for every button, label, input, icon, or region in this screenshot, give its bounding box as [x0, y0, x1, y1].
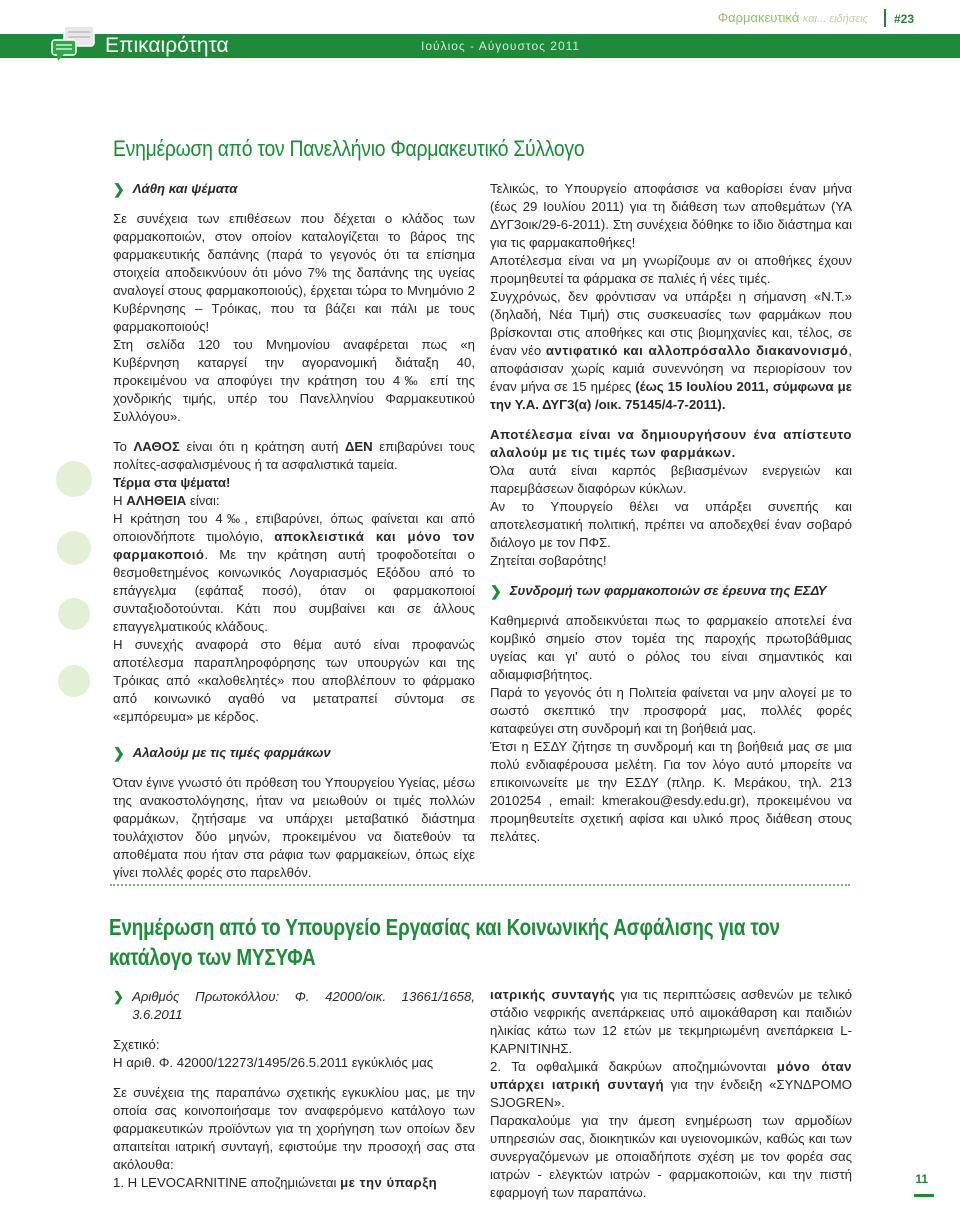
chevron-right-icon: ❯ [490, 583, 502, 599]
paragraph: Η ΑΛΗΘΕΙΑ είναι: [113, 493, 220, 508]
decorative-circle [57, 531, 91, 565]
footer-page-number: 11 [915, 1172, 928, 1186]
section-heading: ❯ Συνδρομή των φαρμακοποιών σε έρευνα της ΕΣΔΥ [490, 583, 827, 599]
article-title: Ενημέρωση από τον Πανελλήνιο Φαρμακευτικό Σύλλογο [113, 136, 585, 161]
paragraph: Αν το Υπουργείο θέλει να υπάρξει συνεπής και αποτελεσματική πολιτική, πρέπει να αποδεχθεί έναν σοβαρό διάλογο με τον ΠΦΣ. [490, 499, 852, 550]
paragraph: Τέρμα στα ψέματα! [113, 475, 231, 490]
chevron-right-icon: ❯ [113, 989, 125, 1004]
paragraph: Ζητείται σοβαρότης! [490, 553, 607, 568]
paragraph: Καθημερινά αποδεικνύεται πως το φαρμακείο αποτελεί ένα κομβικό σημείο στον τομέα της παροχής πρωτοβάθμιας υγείας και γι' αυτό ο ρόλος του είναι σημαντικός και αδιαμφισβήτητος. [490, 613, 852, 682]
paragraph: Σε συνέχεια της παραπάνω σχετικής εγκυκλίου μας, με την οποία σας κοινοποιήσαμε τον αναφερόμενο κατάλογο των φαρμακευτικών προϊόντων για τη χορήγηση των οποίων δεν απαιτείται ιατρική συνταγή, εφιστούμε την προσοχή σας στα ακόλουθα: [113, 1085, 475, 1172]
top-bar [0, 0, 960, 34]
section-divider [110, 884, 850, 886]
paragraph: Συγχρόνως, δεν φρόντισαν να υπάρξει η σήμανση «Ν.Τ.» (δηλαδή, Νέα Τιμή) στις συσκευασίες των φαρμάκων που βρίσκονται στις αποθήκες και στις βιομηχανίες και, τέλος, σε έναν νέο αντιφατικό και αλλοπρόσαλλο διακανονισμό, αποφάσισαν χωρίς καμιά συνεννόηση να περιορίσουν τον έναν μήνα σε 15 ημέρες (έως 15 Ιουλίου 2011, σύμφωνα με την Υ.Α. ΔΥΓ3(α) /οικ. 75145/4-7-2011). [490, 289, 853, 412]
paragraph: Στη σελίδα 120 του Μνημονίου αναφέρεται πως «η Κυβέρνηση καταργεί την αγορανομική διάταξη 40, προκειμένου να αποφύγει την κράτηση του 4‰ επί της χονδρικής τιμής, υπέρ του Πανελληνίου Φαρμακευτικού Συλλόγου». [113, 337, 475, 424]
decorative-circle [58, 665, 90, 697]
column-1 [113, 180, 475, 882]
category-label: Φαρμακευτικά και... ειδήσεις [717, 10, 868, 25]
issue-date: Ιούλιος - Αύγουστος 2011 [421, 39, 581, 53]
protocol-line: ❯ Αριθμός Πρωτοκόλλου: Φ. 42000/οικ. 13661/1658, 3.6.2011 [113, 989, 475, 1022]
paragraph: Όταν έγινε γνωστό ότι πρόθεση του Υπουργείου Υγείας, μέσω της ανακοστολόγησης, ήταν να μειωθούν οι τιμές πολλών φαρμάκων, ζητήσαμε να υπάρχει μεταβατικό διάστημα τουλάχιστον δύο μηνών, προκειμένου να διατεθούν τα αποθέματα που ήταν στα ράφια των φαρμακείων, όπως είχε γίνει πολλές φορές στο παρελθόν. [113, 775, 475, 880]
related-label: Σχετικό: [113, 1037, 160, 1052]
speech-bubbles-icon [50, 26, 96, 62]
chevron-right-icon: ❯ [113, 181, 125, 197]
section-title: Επικαιρότητα [105, 34, 229, 57]
paragraph: Παρά το γεγονός ότι η Πολιτεία φαίνεται να μην αλογεί με το σωστό σκεπτικό την προσφορά μας, πολλές φορές καταφεύγει στη συνδρομή και τη βοήθειά μας. [490, 685, 852, 736]
article-title: Ενημέρωση από το Υπουργείο Εργασίας και Κοινωνικής Ασφάλισης για τον κατάλογο των ΜΥΣΥΦΑ [109, 914, 780, 970]
paragraph: Σε συνέχεια των επιθέσεων που δέχεται ο κλάδος των φαρμακοποιών, στον οποίον καταλογίζεται το βάρος της φαρμακευτικής δαπάνης (παρά το γεγονός ότι τα επίσημα στοιχεία αποδεικνύουν ότι μόνο 7% της δαπάνης της υγείας αναλογεί στους φαρμακοποιούς), έρχεται τώρα το Μνημόνιο 2 Κυβέρνησης – Τρόικας, που τα βάζει και πάλι με τους φαρμακοποιούς! [113, 211, 475, 334]
paragraph: Αποτέλεσμα είναι να δημιουργήσουν ένα απίστευτο αλαλούμ με τις τιμές των φαρμάκων. [490, 427, 852, 460]
divider [884, 9, 886, 27]
paragraph: Έτσι η ΕΣΔΥ ζήτησε τη συνδρομή και τη βοήθειά μας σε μια πολύ ενδιαφέρουσα μελέτη. Για τον λόγο αυτό μπορείτε να επικοινωνείτε με την ΕΣΔΥ (πληρ. Κ. Μεράκου, τηλ. 213 2010254 , email: kmerakou@esdy.edu.gr), προκειμένου να προμηθευτείτε σχετική αφίσα και υλικό προς διάθεση στους πελάτες. [490, 739, 852, 844]
paragraph: Η συνεχής αναφορά στο θέμα αυτό είναι προφανώς αποτέλεσμα παραπληροφόρησης των υπουργών και της Τρόικας από «καλοθελητές» που αποβλέπουν το φάρμακο από κοινωνικό αγαθό να μετατραπεί σύντομα σε «εμπόρευμα» με κέρδος. [113, 637, 475, 724]
section-heading: ❯ Λάθη και ψέματα [113, 181, 238, 197]
decorative-circle [58, 598, 90, 630]
decorative-circle [56, 461, 92, 497]
column-3 [113, 988, 475, 1192]
column-2 [490, 180, 852, 846]
list-item: 1. Η LEVOCARNITINE αποζημιώνεται με την ύπαρξη [113, 1175, 438, 1190]
page-number: #23 [894, 12, 915, 26]
column-4 [490, 986, 852, 1202]
paragraph: ιατρικής συνταγής για τις περιπτώσεις ασθενών με τελικό στάδιο νεφρικής ανεπάρκειας υπό αιμοκάθαρση και παιδιών ηλικίας κάτω των 12 ετών με τεκμηριωμένη ανεπάρκεια L-ΚΑΡΝΙΤΙΝΗΣ. [490, 987, 852, 1056]
paragraph: Η κράτηση του 4‰, επιβαρύνει, όπως φαίνεται και από οποιονδήποτε τιμολόγιο, αποκλειστικά και μόνο τον φαρμακοποιό. Με την κράτηση αυτή τροφοδοτείται ο θεσμοθετημένος κοινωνικός Λογαριασμός Εξόδου από το επάγγελμα (εφάπαξ ποσό), όταν οι φαρμακοποιοί συνταξιοδοτούνται. Κάτι που συμβαίνει και σε άλλους επαγγελματικούς κλάδους. [113, 511, 475, 634]
related-value: Η αριθ. Φ. 42000/12273/1495/26.5.2011 εγκύκλιός μας [113, 1055, 434, 1070]
paragraph: Τελικώς, το Υπουργείο αποφάσισε να καθορίσει έναν μήνα (έως 29 Ιουλίου 2011) για τη διάθεση των αποθεμάτων (ΥΑ ΔΥΓ3οικ/29-6-2011). Στη συνέχεια δόθηκε το ίδιο διάστημα και για τις φαρμακαποθήκες! [490, 181, 852, 250]
chevron-right-icon: ❯ [113, 745, 125, 761]
footer-bar [914, 1194, 934, 1197]
list-item: 2. Τα οφθαλμικά δακρύων αποζημιώνονται μόνο όταν υπάρχει ιατρική συνταγή για την ένδειξη «ΣΥΝΔΡΟΜΟ SJOGREN». [490, 1059, 853, 1110]
paragraph: Όλα αυτά είναι καρπός βεβιασμένων ενεργειών και παρεμβάσεων διαφόρων κύκλων. [490, 463, 852, 496]
paragraph: Το ΛΑΘΟΣ είναι ότι η κράτηση αυτή ΔΕΝ επιβαρύνει τους πολίτες-ασφαλισμένους ή τα ασφαλιστικά ταμεία. [113, 439, 475, 472]
section-heading: ❯ Αλαλούμ με τις τιμές φαρμάκων [113, 745, 331, 761]
paragraph: Αποτέλεσμα είναι να μη γνωρίζουμε αν οι αποθήκες έχουν προμηθευτεί τα φάρμακα σε παλιές ή νέες τιμές. [490, 253, 852, 286]
paragraph: Παρακαλούμε για την άμεση ενημέρωση των αρμοδίων υπηρεσιών σας, διοικητικών και υγειονομικών, καθώς και των συνεργαζόμενων με οποιαδήποτε σχέση με τον φορέα σας ιατρών - ελεγκτών ιατρών - φαρμακοποιών, και την πιστή εφαρμογή των παραπάνω. [490, 1113, 852, 1200]
section-band [0, 34, 960, 58]
